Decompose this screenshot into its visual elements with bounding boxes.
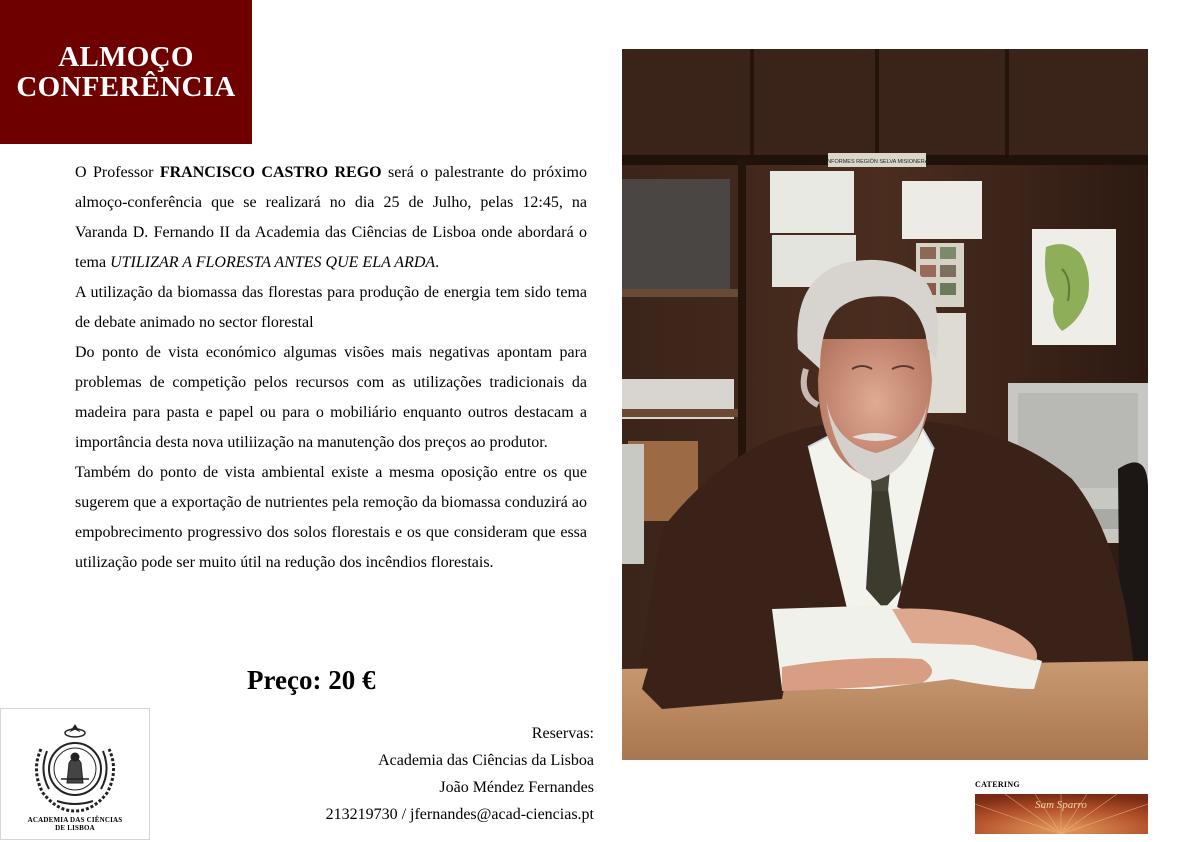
- title-line-1: ALMOÇO: [58, 41, 194, 73]
- event-description: [75, 158, 587, 578]
- paragraph-economic: Do ponto de vista económico algumas visões mais negativas apontam para problemas de competição pelos recursos com as utilizações tradicionais da madeira para pasta e papel ou para o mobiliário enquanto outros destacam a importância desta nova utiliização na manutenção dos preços ao produtor.: [75, 344, 587, 451]
- event-title-box: [0, 0, 252, 144]
- price: Preço: 20 €: [247, 665, 376, 695]
- intro-prefix: O Professor: [75, 164, 160, 181]
- catering-label: CATERING: [975, 780, 1020, 789]
- title-line-2: CONFERÊNCIA: [16, 71, 236, 103]
- speaker-name: FRANCISCO CASTRO REGO: [159, 164, 382, 181]
- paragraph-environmental: Também do ponto de vista ambiental existe a mesma oposição entre os que sugerem que a exportação de nutrientes pela remoção da biomassa conduzirá ao empobrecimento progressivo dos solos florestais e os que consideram que essa utilização pode ser muito útil na redução dos incêndios florestais.: [75, 464, 587, 571]
- catering-logo: [975, 794, 1148, 834]
- speaker-photo-illustration: [622, 49, 1148, 760]
- intro-middle: será o palestrante do próximo almoço-conferência que se realizará no dia 25 de Julho, pelas 12:45, na Varanda D. Fernando II da Academia das Ciências de Lisboa onde abordará o tema: [75, 164, 587, 271]
- academy-logo-caption: [1, 816, 149, 832]
- speaker-photo: [622, 49, 1148, 760]
- reservations-phone-email[interactable]: 213219730 / jfernandes@acad-ciencias.pt: [325, 806, 594, 823]
- intro-paragraph: [75, 158, 587, 278]
- reservations-organization: Academia das Ciências da Lisboa: [378, 752, 594, 769]
- catering-logo-graphic: [975, 794, 1148, 834]
- catering-brand: Sam Sparro: [1035, 799, 1087, 811]
- paragraph-biomass: A utilização da biomassa das florestas para produção de energia tem sido tema de debate animado no sector florestal: [75, 284, 587, 331]
- talk-topic: UTILIZAR A FLORESTA ANTES QUE ELA ARDA: [110, 254, 436, 271]
- reservations-label: Reservas:: [531, 725, 594, 742]
- reservations-block: [326, 720, 594, 828]
- academy-logo-line-1: ACADEMIA DAS CIÊNCIAS: [27, 816, 123, 824]
- reservations-contact-name: João Méndez Fernandes: [439, 779, 594, 796]
- academy-seal-icon: [27, 719, 123, 815]
- academy-logo: [0, 708, 150, 840]
- intro-end: .: [435, 254, 440, 271]
- academy-logo-line-2: DE LISBOA: [55, 824, 95, 832]
- wall-sign: INFORMES REGIÓN SELVA MISIONERA: [825, 159, 929, 165]
